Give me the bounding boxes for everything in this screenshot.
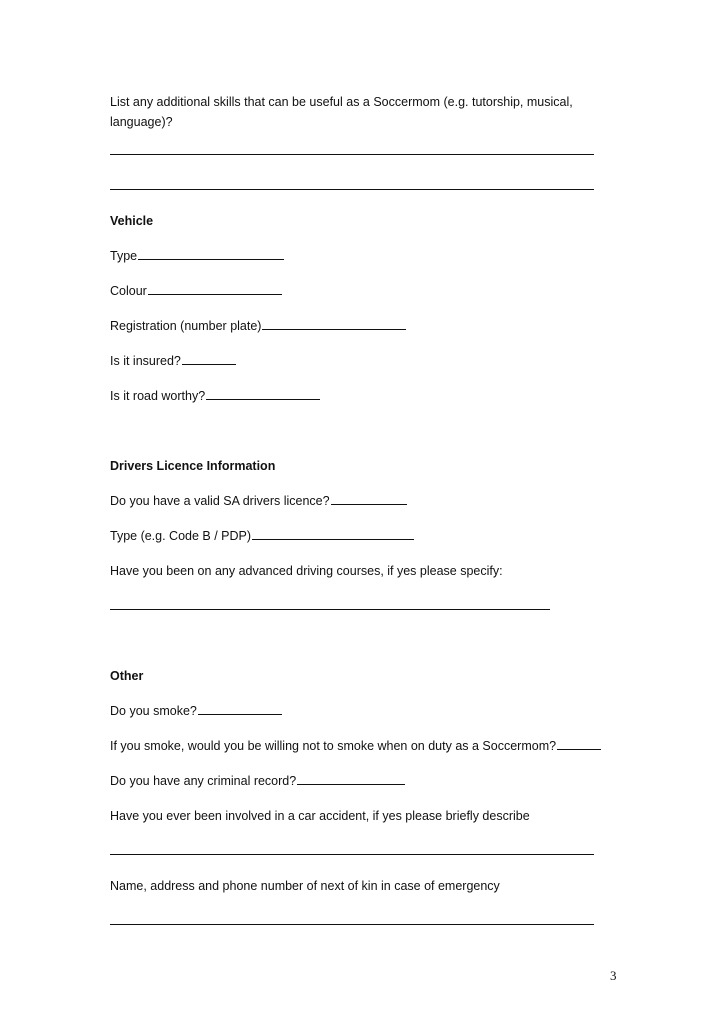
vehicle-heading: Vehicle: [110, 214, 154, 228]
other-smoke-label: Do you smoke?: [110, 704, 197, 718]
other-kin-question: Name, address and phone number of next of kin in case of emergency: [110, 879, 500, 893]
licence-courses-answer-line[interactable]: [110, 609, 550, 610]
skills-question: List any additional skills that can be useful as a Soccermom (e.g. tutorship, musical, language)?: [110, 95, 573, 129]
vehicle-insured-label: Is it insured?: [110, 354, 181, 368]
licence-courses-question: Have you been on any advanced driving courses, if yes please specify:: [110, 564, 503, 578]
vehicle-insured-field[interactable]: [182, 351, 236, 365]
vehicle-insured-row: [110, 351, 236, 371]
skills-answer-line-2[interactable]: [110, 189, 594, 190]
other-heading: Other: [110, 669, 144, 683]
vehicle-colour-field[interactable]: [148, 281, 282, 295]
page-number: 3: [610, 968, 617, 983]
skills-answer-line-1[interactable]: [110, 154, 594, 155]
vehicle-roadworthy-label: Is it road worthy?: [110, 389, 206, 403]
other-accident-answer-line[interactable]: [110, 854, 594, 855]
licence-valid-field[interactable]: [331, 491, 407, 505]
licence-type-label: Type (e.g. Code B / PDP): [110, 529, 252, 543]
other-criminal-row: [110, 771, 405, 791]
licence-heading: Drivers Licence Information: [110, 459, 276, 473]
other-kin-answer-line[interactable]: [110, 924, 594, 925]
licence-valid-row: [110, 491, 407, 511]
other-willing-row: [110, 736, 601, 756]
other-accident-question: Have you ever been involved in a car accident, if yes please briefly describe: [110, 809, 530, 823]
other-willing-field[interactable]: [557, 736, 601, 750]
vehicle-registration-row: [110, 316, 406, 336]
other-smoke-row: [110, 701, 282, 721]
licence-type-field[interactable]: [252, 526, 414, 540]
vehicle-colour-label: Colour: [110, 284, 147, 298]
vehicle-roadworthy-field[interactable]: [206, 386, 320, 400]
vehicle-registration-field[interactable]: [262, 316, 406, 330]
other-smoke-field[interactable]: [198, 701, 282, 715]
other-willing-label: If you smoke, would you be willing not to smoke when on duty as a Soccermom?: [110, 739, 557, 753]
vehicle-colour-row: [110, 281, 282, 301]
licence-type-row: [110, 526, 414, 546]
other-criminal-label: Do you have any criminal record?: [110, 774, 297, 788]
other-criminal-field[interactable]: [297, 771, 405, 785]
vehicle-type-label: Type: [110, 249, 138, 263]
vehicle-registration-label: Registration (number plate): [110, 319, 262, 333]
vehicle-type-row: [110, 246, 284, 266]
vehicle-roadworthy-row: [110, 386, 320, 406]
vehicle-type-field[interactable]: [138, 246, 284, 260]
licence-valid-label: Do you have a valid SA drivers licence?: [110, 494, 330, 508]
